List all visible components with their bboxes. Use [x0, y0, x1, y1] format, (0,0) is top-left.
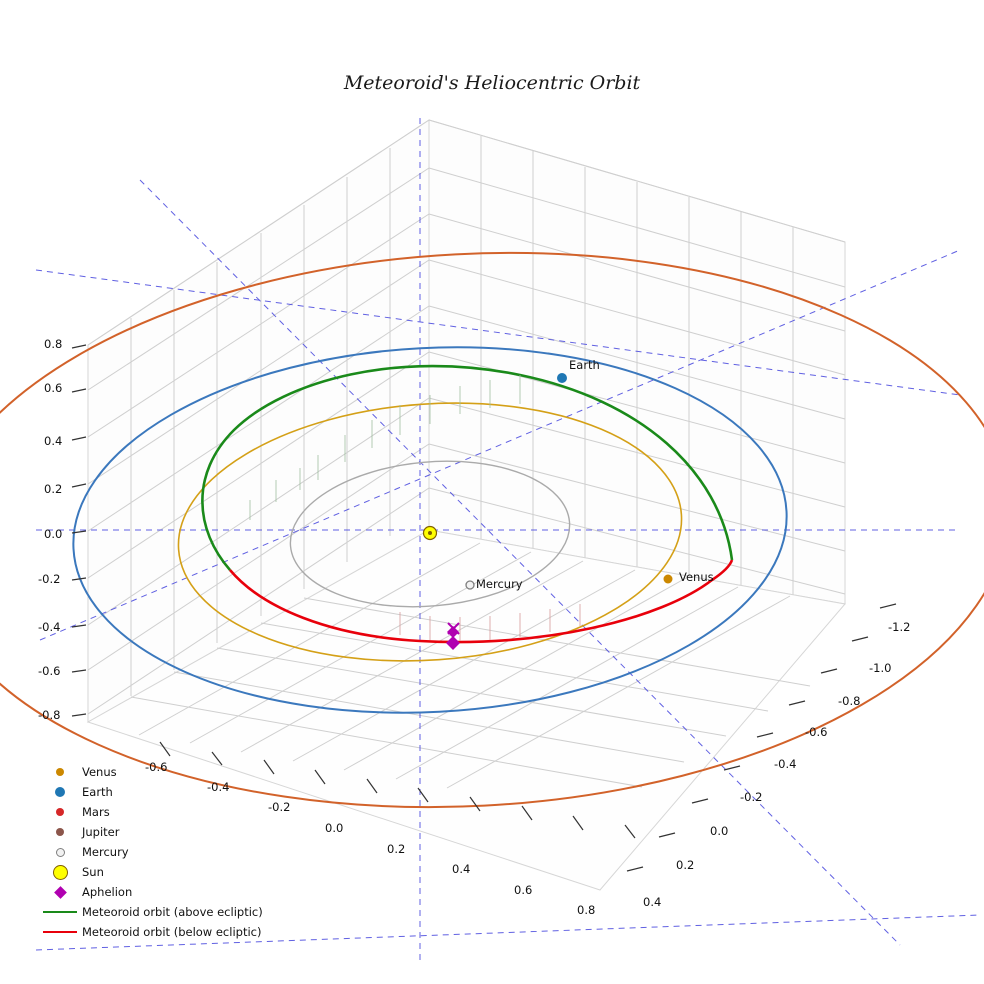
legend-item-meteoroid-above[interactable]: [38, 902, 288, 922]
y-tick: -0.6: [805, 725, 828, 739]
y-tick: 0.4: [643, 895, 662, 909]
page-title: Meteoroid's Heliocentric Orbit: [343, 72, 641, 94]
y-tick: 0.0: [710, 824, 729, 838]
annotation-mercury: Mercury: [476, 577, 523, 591]
annotation-venus: Venus: [679, 570, 714, 584]
legend-item-earth[interactable]: [38, 782, 288, 802]
earth-marker-icon: [38, 787, 82, 797]
sun-marker-icon: [38, 865, 82, 880]
z-tick: -0.8: [38, 708, 61, 722]
marker-earth: [557, 373, 567, 383]
legend-item-venus[interactable]: [38, 762, 288, 782]
legend-item-meteoroid-below[interactable]: [38, 922, 288, 942]
jupiter-marker-icon: [38, 828, 82, 836]
y-tick: -1.2: [888, 620, 911, 634]
legend: [38, 762, 291, 942]
z-tick: 0.6: [44, 381, 63, 395]
legend-label: Sun: [82, 865, 104, 879]
annotation-earth: Earth: [569, 358, 600, 372]
mars-marker-icon: [38, 808, 82, 816]
y-tick: -0.4: [774, 757, 797, 771]
y-tick: -0.2: [740, 790, 763, 804]
legend-label: Jupiter: [82, 825, 120, 839]
x-tick: 0.8: [577, 903, 596, 917]
z-tick: 0.2: [44, 482, 63, 496]
aphelion-marker-icon: [38, 888, 82, 897]
legend-item-aphelion[interactable]: [38, 882, 288, 902]
z-tick: 0.0: [44, 527, 63, 541]
y-tick: 0.2: [676, 858, 695, 872]
green-line-icon: [38, 911, 82, 913]
marker-venus: [664, 575, 673, 584]
legend-item-sun[interactable]: [38, 862, 288, 882]
z-tick: 0.8: [44, 337, 63, 351]
y-tick: -0.8: [838, 694, 861, 708]
legend-label: Meteoroid orbit (below ecliptic): [82, 925, 262, 939]
red-line-icon: [38, 931, 82, 933]
x-tick: 0.2: [387, 842, 406, 856]
legend-item-mercury[interactable]: [38, 842, 288, 862]
z-tick: 0.4: [44, 434, 63, 448]
legend-item-mars[interactable]: [38, 800, 291, 822]
marker-sun: [424, 527, 437, 540]
mercury-marker-icon: [38, 848, 82, 857]
z-tick: -0.4: [38, 620, 61, 634]
legend-label: Mars: [82, 805, 110, 819]
x-tick: 0.6: [514, 883, 533, 897]
marker-mercury: [466, 581, 474, 589]
x-tick: 0.0: [325, 821, 344, 835]
legend-label: Earth: [82, 785, 113, 799]
y-tick: -1.0: [869, 661, 892, 675]
legend-label: Mercury: [82, 845, 129, 859]
x-tick: -0.4: [207, 780, 230, 794]
legend-label: Meteoroid orbit (above ecliptic): [82, 905, 263, 919]
x-tick: -0.2: [268, 800, 291, 814]
z-tick: -0.6: [38, 664, 61, 678]
legend-label: Aphelion: [82, 885, 133, 899]
legend-item-jupiter[interactable]: [38, 822, 288, 842]
x-tick: 0.4: [452, 862, 471, 876]
z-tick: -0.2: [38, 572, 61, 586]
x-tick: -0.6: [145, 760, 168, 774]
venus-marker-icon: [38, 768, 82, 776]
legend-label: Venus: [82, 765, 117, 779]
